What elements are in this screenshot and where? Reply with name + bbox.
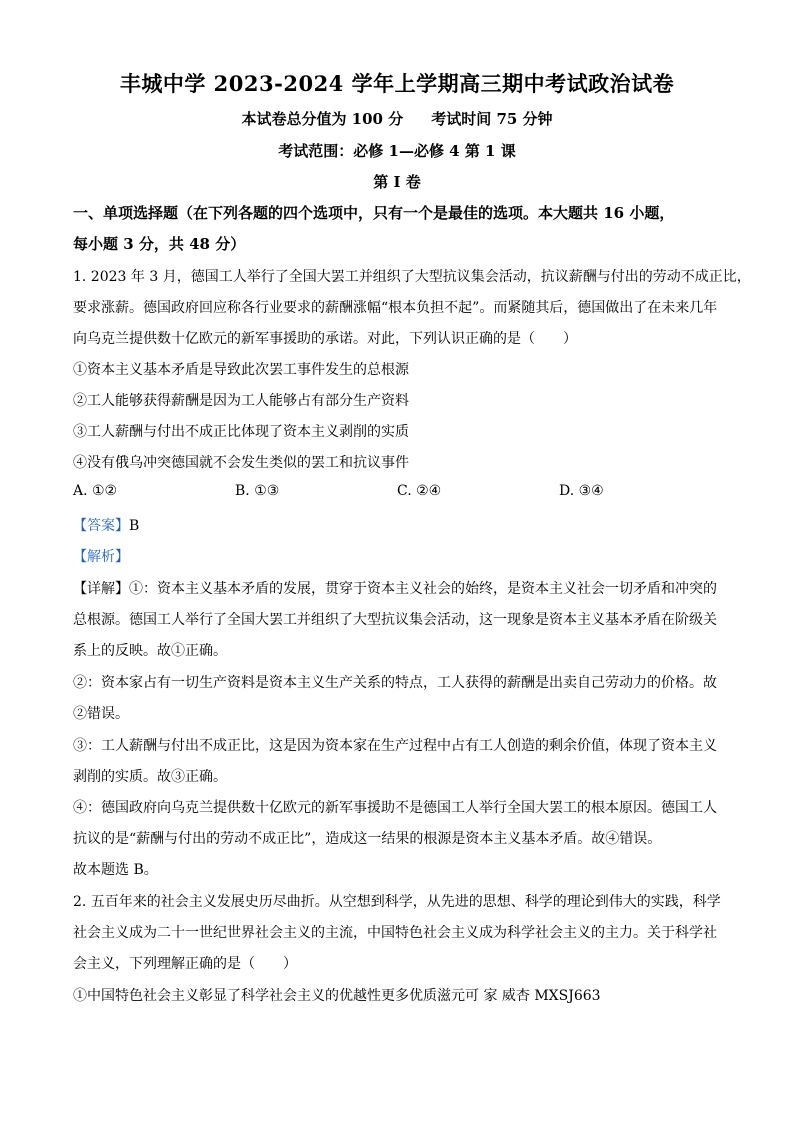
q1-conclusion: 故本题选 B。	[73, 862, 158, 878]
q1-option-d: D. ③④	[559, 483, 604, 499]
q2-stem-line: 2. 五百年来的社会主义发展史历尽曲折。从空想到科学，从先进的思想、科学的理论到伟大的实践，科学	[73, 894, 721, 910]
section-heading: 一、单项选择题（在下列各题的四个选项中，只有一个是最佳的选项。本大题共 16 小题，	[73, 204, 675, 222]
q1-explanation-line: 总根源。德国工人举行了全国大罢工并组织了大型抗议集会活动，这一现象是资本主义基本矛盾在阶级关	[73, 612, 717, 628]
q1-statement: ③工人薪酬与付出不成正比体现了资本主义剥削的实质	[73, 424, 409, 440]
q1-explanation-line: ③：工人薪酬与付出不成正比，这是因为资本家在生产过程中占有工人创造的剩余价值，体现了资本主义	[73, 738, 717, 754]
q1-explanation-line: 系上的反映。故①正确。	[73, 643, 227, 659]
q1-answer	[73, 515, 733, 535]
detail-tag: 【详解】	[73, 581, 129, 597]
analysis-tag: 【解析】	[73, 549, 129, 565]
exam-title: 丰城中学 2023-2024 学年上学期高三期中考试政治试卷	[119, 71, 675, 96]
q1-option-b: B. ①③	[235, 483, 280, 499]
q1-statement: ④没有俄乌冲突德国就不会发生类似的罢工和抗议事件	[73, 455, 409, 471]
q1-explanation-line: 抗议的是“薪酬与付出的劳动不成正比”，造成这一结果的根源是资本主义基本矛盾。故④错误。	[73, 831, 662, 847]
q1-options	[73, 483, 733, 499]
answer-tag: 【答案】	[73, 518, 129, 534]
q1-explanation-text: ①：资本主义基本矛盾的发展，贯穿于资本主义社会的始终，是资本主义社会一切矛盾和冲突的	[129, 581, 717, 597]
score-info: 本试卷总分值为 100 分	[241, 110, 404, 128]
q2-stem-line: 社会主义成为二十一世纪世界社会主义的主流，中国特色社会主义成为科学社会主义的主力。关于科学社	[73, 925, 717, 941]
q1-stem-line: 向乌克兰提供数十亿欧元的新军事援助的承诺。对此，下列认识正确的是（ ）	[73, 331, 577, 347]
q1-statement: ②工人能够获得薪酬是因为工人能够占有部分生产资料	[73, 393, 409, 409]
q1-explanation-line: 剥削的实质。故③正确。	[73, 769, 227, 785]
q1-stem-line: 要求涨薪。德国政府回应称各行业要求的薪酬涨幅“根本负担不起”。而紧随其后，德国做出了在未来几年	[73, 300, 718, 316]
time-info: 考试时间 75 分钟	[431, 110, 553, 128]
q1-explanation-line	[73, 578, 733, 598]
exam-info	[0, 108, 794, 129]
q2-statement: ①中国特色社会主义彰显了科学社会主义的优越性更多优质滋元可 家 威杏 MXSJ663	[73, 988, 601, 1004]
volume-heading: 第 I 卷	[373, 173, 421, 191]
q1-option-c: C. ②④	[397, 483, 442, 499]
section-heading-cont: 每小题 3 分，共 48 分）	[73, 235, 246, 253]
q1-explanation-line: ②：资本家占有一切生产资料是资本主义生产关系的特点，工人获得的薪酬是出卖自己劳动力的价格。故	[73, 675, 717, 691]
q1-explanation-line: ④：德国政府向乌克兰提供数十亿欧元的新军事援助不是德国工人举行全国大罢工的根本原因。德国工人	[73, 800, 717, 816]
q1-statement: ①资本主义基本矛盾是导致此次罢工事件发生的总根源	[73, 362, 409, 378]
q1-option-a: A. ①②	[73, 483, 118, 499]
answer-value: B	[129, 518, 140, 534]
q2-stem-line: 会主义，下列理解正确的是（ ）	[73, 956, 297, 972]
q1-stem-line: 1. 2023 年 3 月，德国工人举行了全国大罢工并组织了大型抗议集会活动，抗议薪酬与付出的劳动不成正比，	[73, 269, 751, 285]
q1-explanation-line: ②错误。	[73, 706, 129, 722]
exam-scope: 考试范围：必修 1—必修 4 第 1 课	[278, 142, 516, 160]
